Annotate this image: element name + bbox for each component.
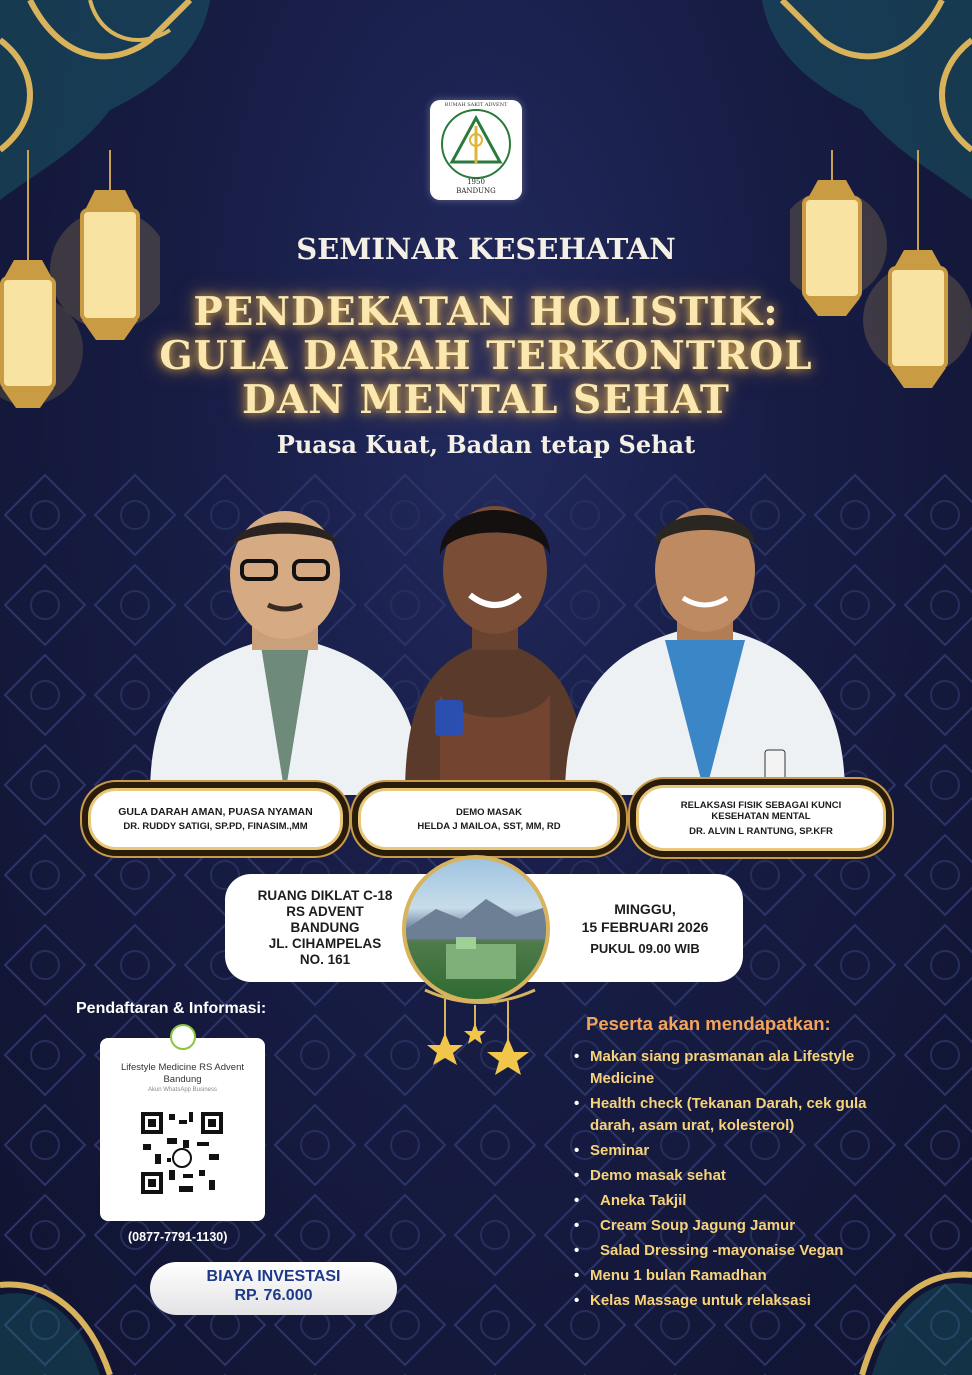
title-line-3: DAN MENTAL SEHAT (242, 377, 730, 423)
benefit-item: • Demo masak sehat (572, 1165, 894, 1187)
venue-line-1: RUANG DIKLAT C-18 (257, 888, 393, 903)
benefit-item: • Health check (Tekanan Darah, cek gula darah, asam urat, kolesterol) (572, 1093, 894, 1137)
venue-line-3: BANDUNG (290, 920, 360, 935)
speaker-3-topic: RELAKSASI FISIK SEBAGAI KUNCI KESEHATAN MENTAL (680, 799, 842, 822)
card-subtitle: Akun WhatsApp Business (147, 1087, 218, 1093)
speaker-2-name: HELDA J MAILOA, SST, MM, RD (417, 820, 561, 832)
hanging-stars (420, 985, 540, 1095)
fee-pill (150, 1262, 397, 1315)
schedule-day: MINGGU, (614, 901, 676, 917)
benefit-sub-item: • Salad Dressing -mayonaise Vegan (572, 1240, 894, 1262)
card-title: Lifestyle Medicine RS Advent Bandung (120, 1062, 245, 1085)
venue-line-5: NO. 161 (299, 952, 351, 967)
benefit-item: • Makan siang prasmanan ala Lifestyle Medicine (572, 1046, 894, 1090)
benefit-item: • Kelas Massage untuk relaksasi (572, 1290, 894, 1312)
schedule-date: 15 FEBRUARI 2026 (581, 919, 709, 935)
speaker-3-portrait (555, 500, 855, 795)
speaker-1-portrait (140, 505, 430, 795)
benefit-sub-item: • Aneka Takjil (572, 1190, 894, 1212)
logo-year: 1950 (467, 178, 485, 186)
logo-ring-text: RUMAH SAKIT ADVENT (444, 102, 508, 108)
fee-label: BIAYA INVESTASI (206, 1268, 341, 1285)
registration-heading: Pendaftaran & Informasi: (76, 1000, 267, 1017)
qr-code-icon[interactable] (139, 1110, 225, 1196)
speaker-1-name: DR. RUDDY SATIGI, SP.PD, FINASIM.,MM (123, 821, 308, 832)
lifestyle-logo-icon (170, 1024, 196, 1050)
benefit-sub-item: • Cream Soup Jagung Jamur (572, 1215, 894, 1237)
benefit-item: • Menu 1 bulan Ramadhan (572, 1265, 894, 1287)
title-line-2: GULA DARAH TERKONTROL (159, 333, 813, 379)
event-title (0, 290, 972, 422)
speaker-plate-2 (358, 788, 620, 850)
hospital-photo (402, 855, 550, 1003)
venue-line-2: RS ADVENT (286, 904, 364, 919)
speaker-plate-3 (636, 785, 886, 851)
corner-ornament-bottom-left (0, 1255, 160, 1375)
speaker-plate-1 (88, 788, 343, 850)
logo-city: BANDUNG (456, 187, 496, 195)
event-kicker: SEMINAR KESEHATAN (296, 232, 676, 266)
speaker-2-topic: DEMO MASAK (456, 806, 522, 818)
event-tagline: Puasa Kuat, Badan tetap Sehat (276, 430, 696, 459)
benefits-heading: Peserta akan mendapatkan: (586, 1013, 831, 1034)
title-line-1: PENDEKATAN HOLISTIK: (193, 289, 779, 335)
benefit-item: • Seminar (572, 1140, 894, 1162)
whatsapp-card (100, 1038, 265, 1221)
fee-amount: RP. 76.000 (234, 1287, 313, 1304)
benefits-list (572, 1046, 894, 1315)
hospital-logo (430, 100, 522, 200)
venue-line-4: JL. CIHAMPELAS (268, 936, 382, 951)
speaker-1-topic: GULA DARAH AMAN, PUASA NYAMAN (118, 806, 313, 818)
schedule-time: PUKUL 09.00 WIB (590, 941, 700, 956)
schedule-block (555, 900, 735, 958)
speaker-3-name: DR. ALVIN L RANTUNG, SP.KFR (689, 825, 833, 837)
venue-block (245, 888, 405, 968)
contact-phone: (0877-7791-1130) (128, 1230, 228, 1244)
